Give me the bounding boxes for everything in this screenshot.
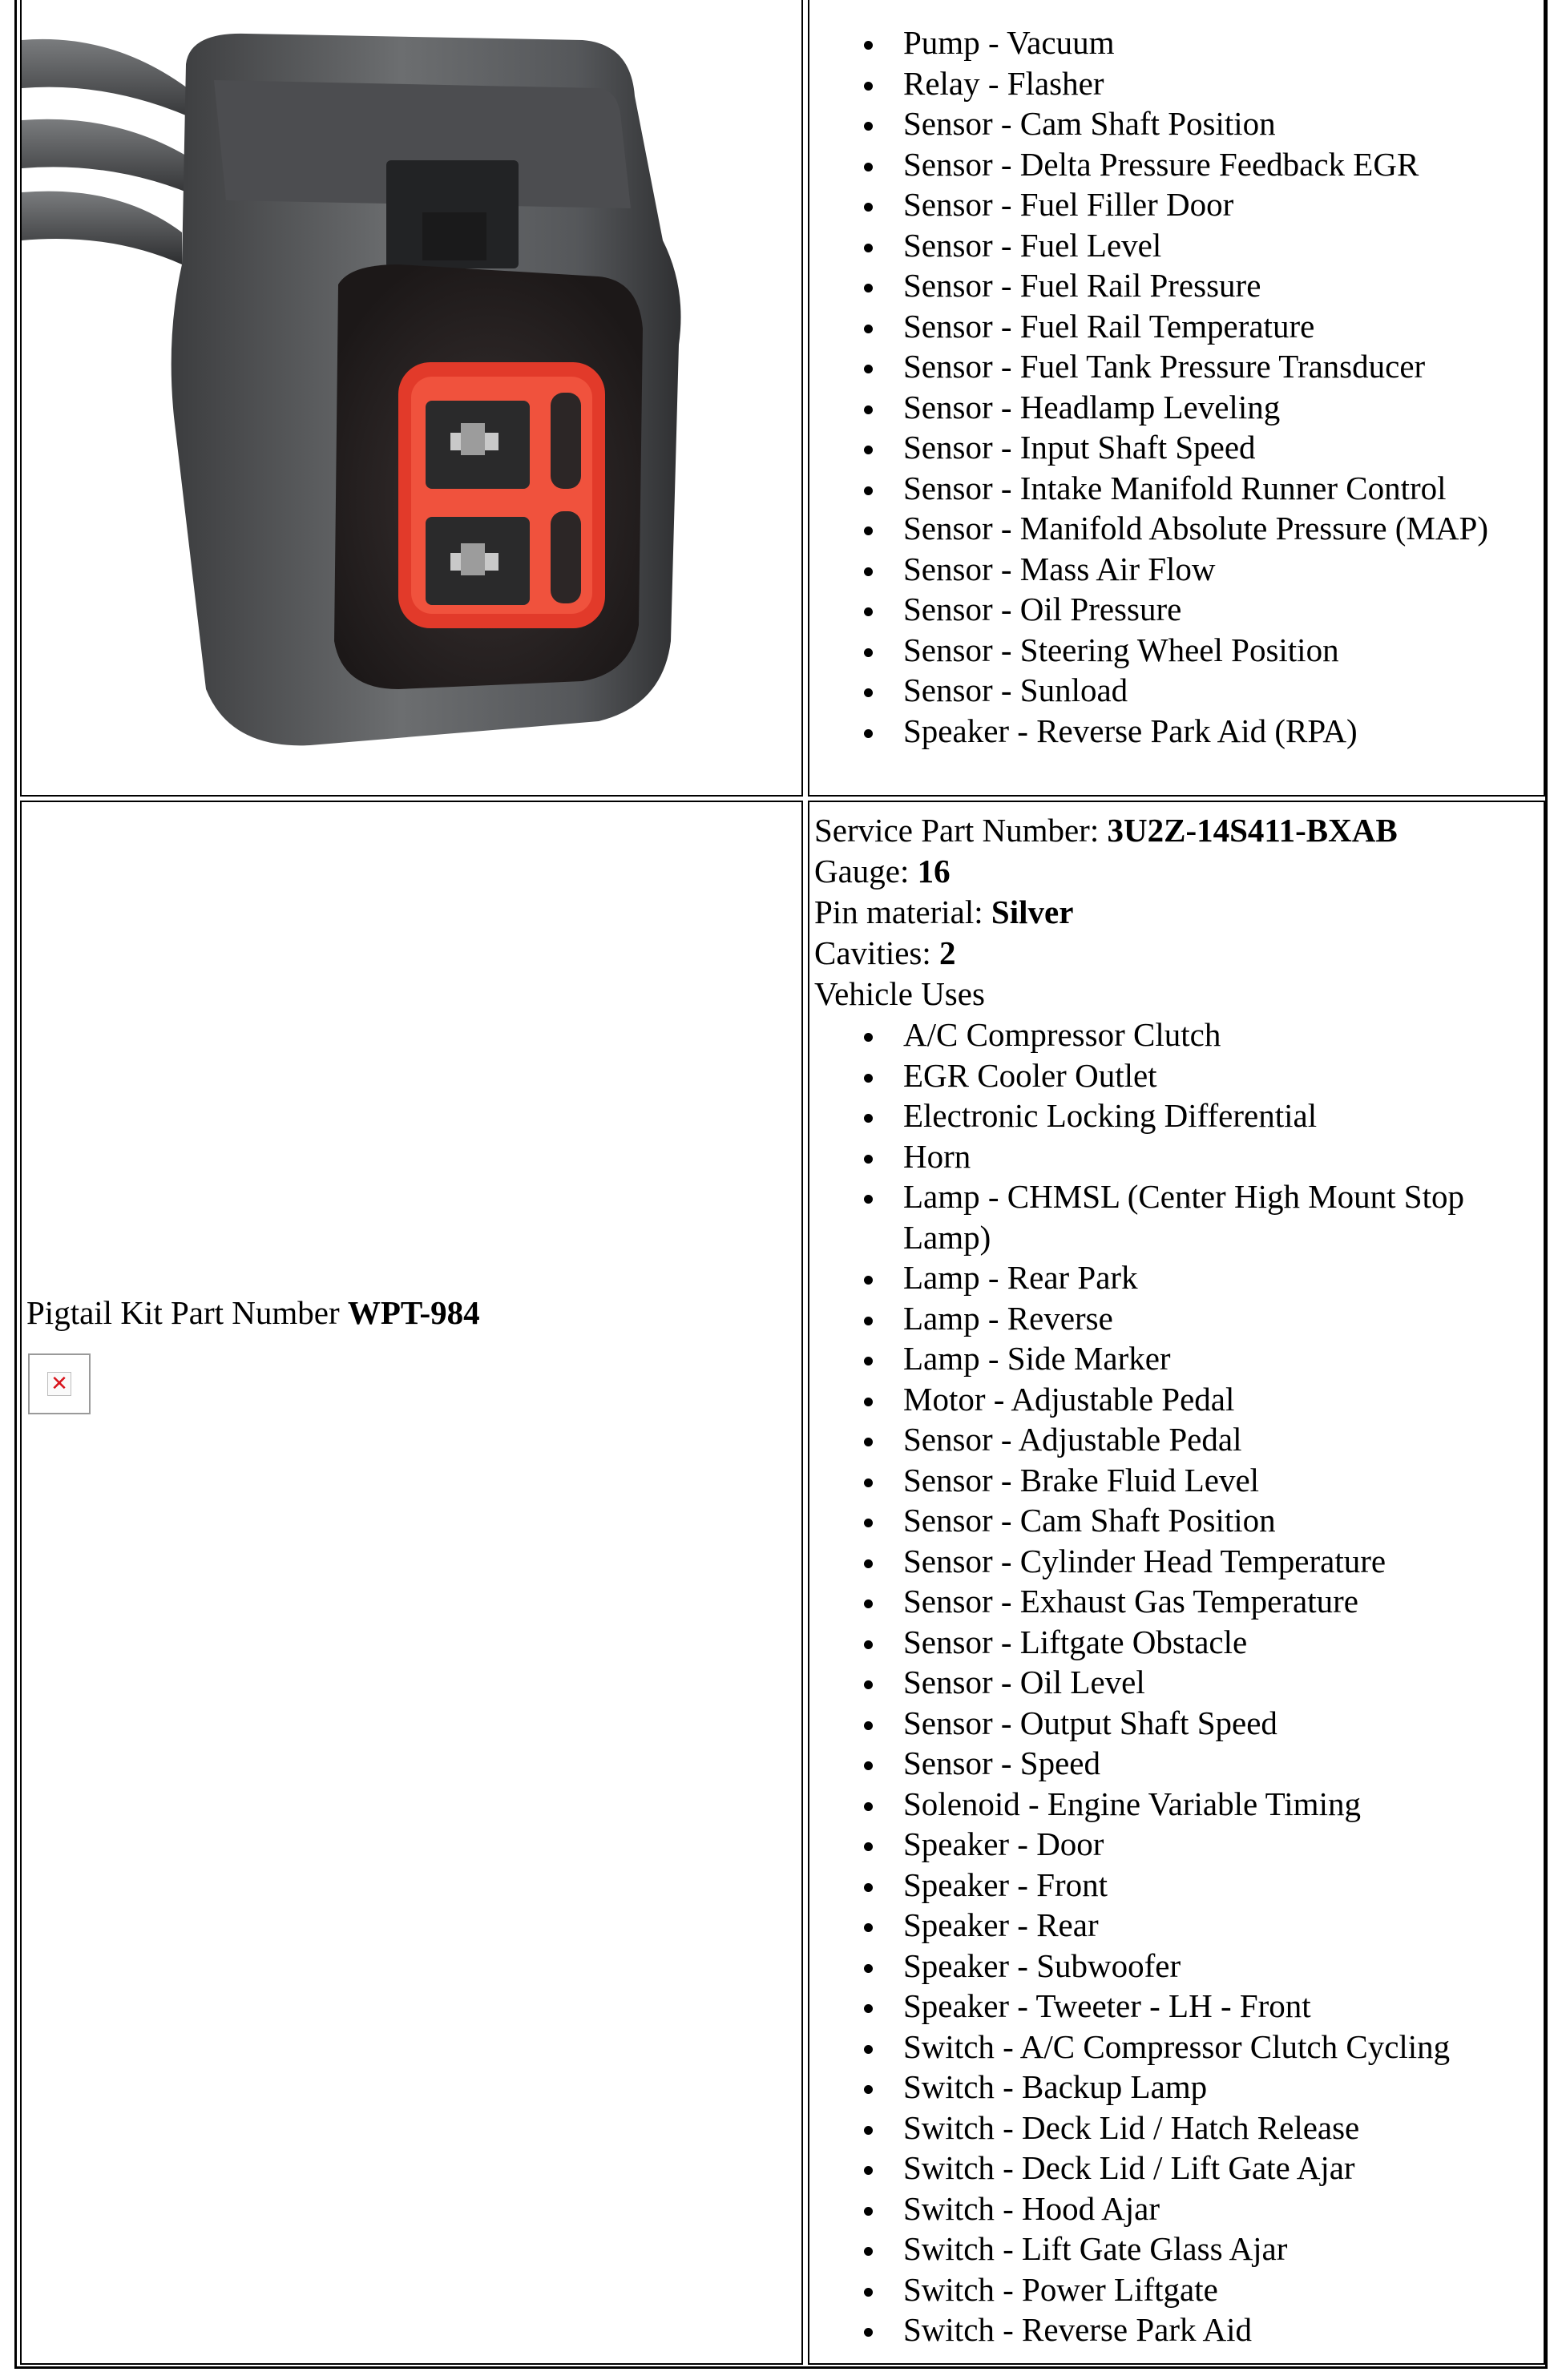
vehicle-use-item: Sensor - Cam Shaft Position xyxy=(809,103,1544,144)
vehicle-use-item: Speaker - Reverse Park Aid (RPA) xyxy=(809,711,1544,752)
gauge-row xyxy=(814,851,1544,892)
vehicle-use-item: A/C Compressor Clutch xyxy=(809,1015,1544,1055)
cavities-label: Cavities: xyxy=(814,934,940,971)
parts-table xyxy=(14,0,1548,2369)
vehicle-uses-list-1 xyxy=(809,22,1544,751)
service-part-label: Service Part Number: xyxy=(814,812,1108,849)
vehicle-use-item: Switch - Power Liftgate xyxy=(809,2269,1544,2310)
vehicle-use-item: Sensor - Adjustable Pedal xyxy=(809,1419,1544,1460)
vehicle-use-item: Pump - Vacuum xyxy=(809,22,1544,63)
vehicle-uses-cell-1 xyxy=(808,0,1545,797)
vehicle-use-item: Switch - Hood Ajar xyxy=(809,2188,1544,2229)
vehicle-use-item: Speaker - Rear xyxy=(809,1905,1544,1946)
vehicle-use-item: Sensor - Fuel Rail Temperature xyxy=(809,306,1544,347)
vehicle-use-item: Sensor - Headlamp Leveling xyxy=(809,387,1544,428)
gauge-value: 16 xyxy=(917,853,951,889)
vehicle-uses-list-2 xyxy=(809,1015,1544,2350)
gauge-label: Gauge: xyxy=(814,853,918,889)
vehicle-use-item: Sensor - Fuel Tank Pressure Transducer xyxy=(809,346,1544,387)
vehicle-use-item: Sensor - Fuel Rail Pressure xyxy=(809,265,1544,306)
vehicle-use-item: Sensor - Sunload xyxy=(809,670,1544,711)
vehicle-use-item: Speaker - Tweeter - LH - Front xyxy=(809,1986,1544,2027)
vehicle-use-item: Switch - Lift Gate Glass Ajar xyxy=(809,2229,1544,2269)
vehicle-use-item: Sensor - Output Shaft Speed xyxy=(809,1703,1544,1744)
part-info xyxy=(809,810,1544,1015)
vehicle-use-item: Sensor - Fuel Level xyxy=(809,225,1544,266)
vehicle-use-item: Sensor - Liftgate Obstacle xyxy=(809,1622,1544,1663)
vehicle-use-item: Switch - Deck Lid / Hatch Release xyxy=(809,2108,1544,2148)
vehicle-use-item: Sensor - Speed xyxy=(809,1743,1544,1784)
vehicle-use-item: Sensor - Brake Fluid Level xyxy=(809,1460,1544,1501)
cavities-row xyxy=(814,933,1544,974)
broken-image-icon: ✕ xyxy=(28,1353,91,1414)
vehicle-use-item: Sensor - Steering Wheel Position xyxy=(809,630,1544,671)
vehicle-use-item: Switch - Reverse Park Aid xyxy=(809,2309,1544,2350)
vehicle-use-item: Lamp - Side Marker xyxy=(809,1338,1544,1379)
vehicle-use-item: Sensor - Mass Air Flow xyxy=(809,549,1544,590)
vehicle-use-item: Speaker - Subwoofer xyxy=(809,1946,1544,1987)
vehicle-use-item: Lamp - CHMSL (Center High Mount Stop Lamp) xyxy=(809,1176,1544,1257)
vehicle-use-item: Sensor - Oil Pressure xyxy=(809,589,1544,630)
vehicle-use-item: Switch - Backup Lamp xyxy=(809,2067,1544,2108)
vehicle-use-item: Sensor - Oil Level xyxy=(809,1662,1544,1703)
pigtail-kit-number: WPT-984 xyxy=(347,1294,480,1331)
vehicle-use-item: Sensor - Fuel Filler Door xyxy=(809,184,1544,225)
service-part-number: 3U2Z-14S411-BXAB xyxy=(1107,812,1398,849)
vehicle-use-item: Sensor - Manifold Absolute Pressure (MAP) xyxy=(809,508,1544,549)
cavities-value: 2 xyxy=(939,934,956,971)
vehicle-use-item: Speaker - Door xyxy=(809,1824,1544,1865)
pigtail-kit-cell xyxy=(20,801,803,2365)
vehicle-use-item: Switch - A/C Compressor Clutch Cycling xyxy=(809,2027,1544,2067)
vehicle-use-item: Horn xyxy=(809,1136,1544,1177)
vehicle-use-item: Switch - Deck Lid / Lift Gate Ajar xyxy=(809,2148,1544,2188)
pigtail-kit-label xyxy=(26,1293,480,1333)
pin-material-value: Silver xyxy=(991,894,1074,930)
service-part-row xyxy=(814,810,1544,851)
vehicle-use-item: Lamp - Rear Park xyxy=(809,1257,1544,1298)
vehicle-use-item: Motor - Adjustable Pedal xyxy=(809,1379,1544,1420)
vehicle-use-item: Sensor - Exhaust Gas Temperature xyxy=(809,1581,1544,1622)
vehicle-use-item: Sensor - Delta Pressure Feedback EGR xyxy=(809,144,1544,185)
vehicle-use-item: Sensor - Cam Shaft Position xyxy=(809,1500,1544,1541)
vehicle-use-item: Sensor - Intake Manifold Runner Control xyxy=(809,468,1544,509)
part-info-cell xyxy=(808,801,1545,2365)
vehicle-use-item: Sensor - Cylinder Head Temperature xyxy=(809,1541,1544,1582)
vehicle-uses-heading: Vehicle Uses xyxy=(814,975,985,1012)
vehicle-use-item: Sensor - Input Shaft Speed xyxy=(809,427,1544,468)
pin-material-label: Pin material: xyxy=(814,894,991,930)
vehicle-use-item: EGR Cooler Outlet xyxy=(809,1055,1544,1096)
vehicle-use-item: Lamp - Reverse xyxy=(809,1298,1544,1339)
vehicle-use-item: Speaker - Front xyxy=(809,1865,1544,1906)
pigtail-kit-text: Pigtail Kit Part Number xyxy=(26,1294,348,1331)
connector-photo xyxy=(22,0,801,797)
vehicle-use-item: Electronic Locking Differential xyxy=(809,1095,1544,1136)
pin-material-row xyxy=(814,892,1544,933)
vehicle-use-item: Relay - Flasher xyxy=(809,63,1544,104)
connector-photo-cell xyxy=(20,0,803,797)
vehicle-use-item: Solenoid - Engine Variable Timing xyxy=(809,1784,1544,1825)
